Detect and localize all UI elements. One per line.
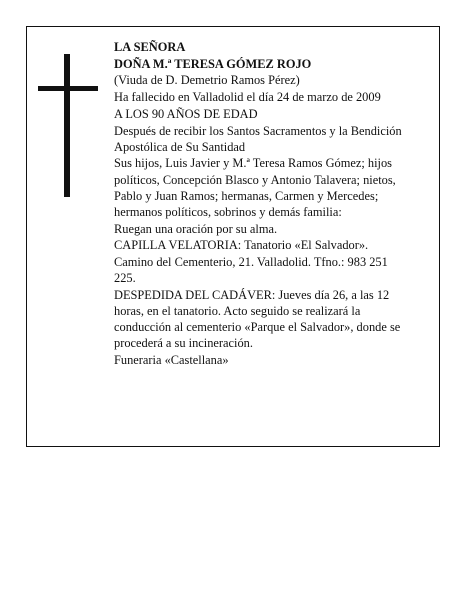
obituary-text — [114, 39, 404, 369]
cross-icon — [38, 54, 98, 197]
funeral-home-line: Funeraria «Castellana» — [114, 352, 229, 367]
death-date-line: Ha fallecido en Valladolid el día 24 de marzo de 2009 — [114, 90, 381, 105]
cross-horizontal-bar — [38, 86, 98, 91]
family-line: Sus hijos, Luis Javier y M.ª Teresa Ramos Gómez; hijos políticos, Concepción Blasco y Antonio Talavera; nietos, Pablo y Juan Ramos; hermanas, Carmen y Mercedes; hermanos políticos, sobrinos y demás familia: — [114, 156, 396, 220]
sacraments-line: Después de recibir los Santos Sacramentos y la Bendición Apostólica de Su Santidad — [114, 123, 402, 154]
notice-title: LA SEÑORA — [114, 40, 186, 54]
prayer-line: Ruegan una oración por su alma. — [114, 221, 278, 236]
chapel-line: CAPILLA VELATORIA: Tanatorio «El Salvador». Camino del Cementerio, 21. Valladolid. Tfno.: 983 251 225. — [114, 238, 388, 285]
farewell-line: DESPEDIDA DEL CADÁVER: Jueves día 26, a las 12 horas, en el tanatorio. Acto seguido se realizará la conducción al cementerio «Parque el Salvador», donde se procederá a su incineración. — [114, 287, 401, 351]
deceased-name: DOÑA M.ª TERESA GÓMEZ ROJO — [114, 56, 312, 71]
age-line: A LOS 90 AÑOS DE EDAD — [114, 106, 258, 121]
cross-vertical-bar — [64, 54, 70, 197]
widow-of-line: (Viuda de D. Demetrio Ramos Pérez) — [114, 73, 300, 88]
